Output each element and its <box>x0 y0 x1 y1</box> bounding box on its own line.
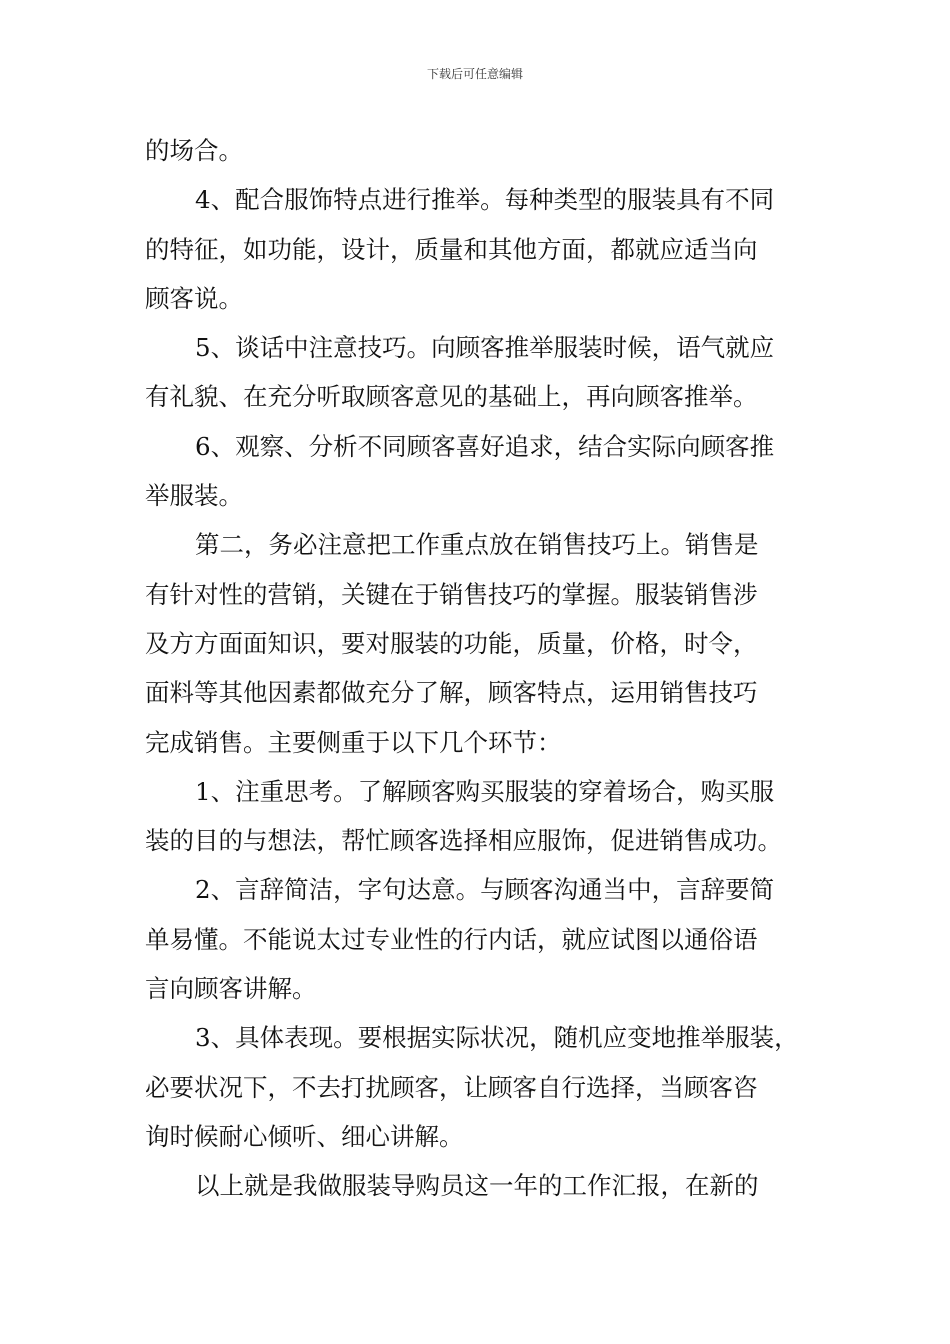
paragraph-step-1 <box>145 767 811 866</box>
text-line: 有礼貌、在充分听取顾客意见的基础上，再向顾客推举。 <box>145 382 758 412</box>
text-line: 5、谈话中注意技巧。向顾客推举服装时候，语气就应 <box>195 333 775 363</box>
text-line: 装的目的与想法，帮忙顾客选择相应服饰，促进销售成功。 <box>145 826 782 856</box>
paragraph-second-point <box>145 520 811 766</box>
page-header: 下载后可任意编辑 <box>426 67 523 81</box>
paragraph-conclusion <box>145 1161 811 1210</box>
text-line: 面料等其他因素都做充分了解，顾客特点，运用销售技巧 <box>145 678 758 708</box>
paragraph-step-2 <box>145 865 811 1013</box>
text-line: 的特征，如功能，设计，质量和其他方面，都就应适当向 <box>145 234 758 264</box>
paragraph-1 <box>145 126 811 175</box>
document-body <box>145 126 811 1211</box>
text-line: 顾客说。 <box>145 283 243 313</box>
text-line: 举服装。 <box>145 481 243 511</box>
text-line: 的场合。 <box>145 136 243 165</box>
text-line: 3、具体表现。要根据实际状况，随机应变地推举服装， <box>195 1023 799 1053</box>
text-line: 必要状况下，不去打扰顾客，让顾客自行选择，当顾客咨 <box>145 1072 758 1102</box>
text-line: 询时候耐心倾听、细心讲解。 <box>145 1121 464 1151</box>
text-line: 1、注重思考。了解顾客购买服装的穿着场合，购买服 <box>195 776 775 806</box>
text-line: 单易懂。不能说太过专业性的行内话，就应试图以通俗语 <box>145 924 758 954</box>
text-line: 6、观察、分析不同顾客喜好追求，结合实际向顾客推 <box>195 431 775 461</box>
paragraph-item-4 <box>145 175 811 323</box>
paragraph-item-5 <box>145 323 811 422</box>
text-line: 2、言辞简洁，字句达意。与顾客沟通当中，言辞要简 <box>195 875 775 905</box>
text-line: 完成销售。主要侧重于以下几个环节： <box>145 727 562 757</box>
text-line: 第二，务必注意把工作重点放在销售技巧上。销售是 <box>195 530 759 560</box>
text-line: 言向顾客讲解。 <box>145 974 317 1004</box>
text-line: 有针对性的营销，关键在于销售技巧的掌握。服装销售涉 <box>145 579 758 609</box>
text-line: 以上就是我做服装导购员这一年的工作汇报，在新的 <box>195 1171 759 1201</box>
text-line: 4、配合服饰特点进行推举。每种类型的服装具有不同 <box>195 185 775 215</box>
paragraph-item-6 <box>145 422 811 521</box>
paragraph-step-3 <box>145 1013 811 1161</box>
text-line: 及方方面面知识，要对服装的功能，质量，价格，时令， <box>145 628 758 658</box>
